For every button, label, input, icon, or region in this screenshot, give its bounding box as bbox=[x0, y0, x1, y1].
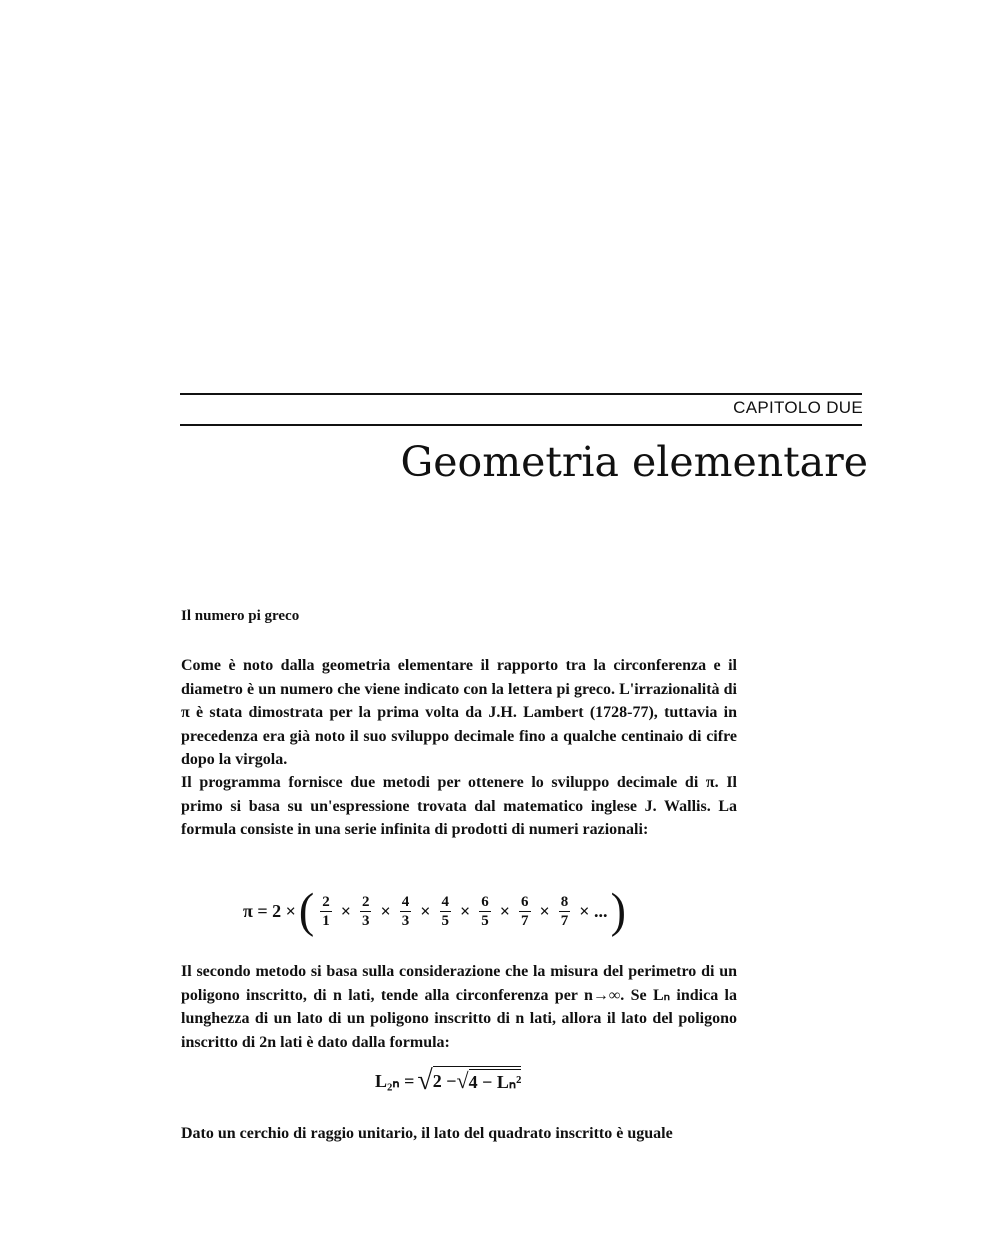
fraction: $\frac{6}{7}$ bbox=[521, 893, 529, 929]
wallis-formula bbox=[240, 883, 626, 938]
fraction: $\frac{2}{1}$ bbox=[322, 893, 330, 929]
ellipsis-tail: × ... bbox=[579, 900, 608, 921]
close-paren: ) bbox=[610, 883, 626, 938]
fraction: $\frac{4}{5}$ bbox=[441, 893, 449, 929]
section-heading: Il numero pi greco bbox=[181, 608, 300, 624]
side-doubling-formula bbox=[372, 1066, 521, 1096]
times-sign: × bbox=[380, 900, 391, 921]
times-sign: × bbox=[420, 900, 431, 921]
wallis-lhs: π = 2 × bbox=[243, 900, 296, 921]
times-sign: × bbox=[340, 900, 351, 921]
fraction: $\frac{8}{7}$ bbox=[560, 893, 569, 929]
sqrt-icon: √ bbox=[456, 1068, 469, 1093]
open-paren: ( bbox=[298, 883, 315, 938]
paragraph-methods: Il programma fornisce due metodi per ottenere lo sviluppo decimale di π. Il primo si basa su un'espressione trovata dal matematico inglese J. Wallis. La formula consiste in una serie infinita di prodotti di numeri razionali: bbox=[181, 774, 737, 838]
times-sign: × bbox=[499, 900, 511, 921]
fraction: $\frac{6}{5}$ bbox=[481, 893, 489, 929]
paragraph-intro: Come è noto dalla geometria elementare il rapporto tra la circonferenza e il diametro è un numero che viene indicato con la lettera pi greco. L'irrazionalità di π è stata dimostrata per la prima volta da J.H. Lambert (1728-77), tuttavia in precedenza era già noto il suo sviluppo decimale fino a qualche centinaio di cifre dopo la virgola. bbox=[181, 657, 737, 768]
outer-term: 2 − bbox=[432, 1070, 457, 1091]
times-sign: × bbox=[539, 900, 550, 921]
chapter-title: Geometria elementare bbox=[400, 438, 868, 486]
bottom-rule bbox=[180, 424, 862, 426]
l2n-lhs: L₂ₙ = bbox=[375, 1070, 415, 1091]
outer-sqrt bbox=[417, 1066, 521, 1096]
sqrt-icon: √ bbox=[417, 1065, 433, 1096]
paragraph-unit-circle: Dato un cerchio di raggio unitario, il lato del quadrato inscritto è uguale bbox=[181, 1125, 673, 1142]
times-sign: × bbox=[460, 900, 471, 921]
inner-sqrt bbox=[456, 1069, 521, 1093]
top-rule bbox=[180, 393, 862, 395]
inner-term: 4 − Lₙ² bbox=[469, 1069, 522, 1093]
fraction: $\frac{2}{3}$ bbox=[361, 893, 370, 929]
paragraph-second-method: Il secondo metodo si basa sulla considerazione che la misura del perimetro di un poligono inscritto, di n lati, tende alla circonferenza per n→∞. Se Lₙ indica la lunghezza di un lato di un poligono inscritto di n lati, allora il lato del poligono inscritto di 2n lati è dato dalla formula: bbox=[181, 963, 737, 1051]
chapter-label: CAPITOLO DUE bbox=[733, 398, 863, 417]
fraction: $\frac{4}{3}$ bbox=[401, 893, 410, 929]
